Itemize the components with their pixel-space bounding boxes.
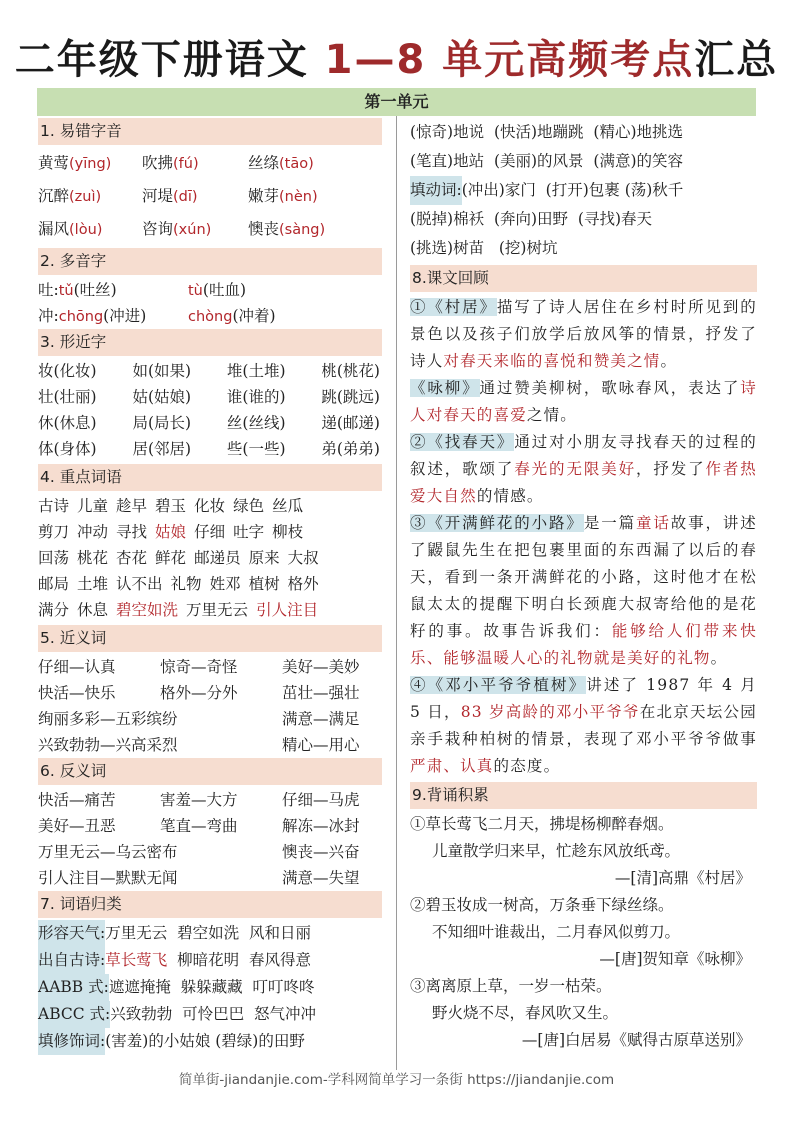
word-pair: 快活—痛苦 [38, 791, 116, 809]
pinyin: tù [188, 283, 203, 299]
poem-line: 儿童散学归来早，忙趁东风放纸鸢。 [432, 842, 681, 860]
key-words-list [38, 493, 382, 623]
text: 通过对小朋友寻找春天的过程的叙述，歌颂了 [410, 433, 757, 478]
word-pair-row [38, 680, 382, 706]
review-paragraph [410, 294, 757, 375]
word-pair-row [38, 732, 382, 758]
section-heading: 6. 反义词 [38, 758, 382, 785]
pinyin-item [38, 180, 142, 213]
poem-credit: —[清]高鼎《村居》 [614, 869, 751, 887]
word-pair: 美好—丑恶 [38, 817, 116, 835]
modifier-continued [410, 118, 757, 176]
pinyin: (tāo) [279, 156, 314, 172]
similar-char-item: 桃(桃花) [321, 362, 380, 380]
similar-char-item: 谁(谁的) [226, 388, 286, 406]
key-word: 化妆 [194, 497, 226, 515]
verb-words: (脱掉)棉袄 (奔向)田野 (寻找)春天 [410, 210, 652, 228]
word-pair [160, 706, 282, 732]
text: 故事，讲述了鼹鼠先生在把包裹里面的东西漏了以后的春天，看到一条开满鲜花的小路，这时他才在松鼠太太的提醒下明白长颈鹿大叔寄给他的是花籽的事。故事告诉我们： [410, 514, 757, 640]
pinyin-row [38, 180, 382, 213]
word: 吹拂 [142, 154, 174, 172]
pinyin: (xún) [173, 222, 212, 238]
key-word: 土堆 [77, 575, 109, 593]
verb-row [410, 176, 757, 205]
reading-a [38, 303, 188, 329]
key-word: 桃花 [77, 549, 109, 567]
highlight-word: 草长莺飞 [105, 951, 168, 969]
similar-char-item: 壮(壮丽) [38, 388, 97, 406]
word: 咨询 [142, 220, 174, 238]
key-words-row [38, 571, 382, 597]
key-word: 鲜花 [155, 549, 187, 567]
text: 讲述了 1987 年 4 月 5 日， [410, 676, 757, 721]
verb-words: (冲出)家门 (打开)包裹 (荡)秋千 [461, 181, 684, 199]
lesson-title: ②《找春天》 [410, 433, 515, 451]
polyphone-list [38, 277, 382, 329]
polyphone-row [38, 277, 382, 303]
key-word: 满分 [38, 601, 70, 619]
key-word: 绿色 [233, 497, 265, 515]
key-word: 引人注目 [256, 601, 319, 619]
right-column [410, 118, 757, 1054]
category-words: 柳暗花明 春风得意 [167, 951, 311, 969]
reading-b [188, 277, 246, 303]
key-word: 礼物 [170, 575, 202, 593]
section-heading: 8.课文回顾 [410, 265, 757, 292]
word-pair-row [38, 706, 382, 732]
similar-char-item: 体(身体) [38, 440, 97, 458]
word-pair [160, 732, 282, 758]
page-title: 二年级下册语文 1—8 单元高频考点汇总 [14, 37, 779, 83]
recitation-list [410, 811, 757, 1054]
key-word: 趁早 [116, 497, 148, 515]
pinyin: tǔ [58, 283, 74, 299]
category-row [38, 920, 382, 947]
word-pair: 格外—分外 [160, 684, 238, 702]
word-pair-row [38, 865, 382, 891]
key-word: 冲动 [77, 523, 109, 541]
text: 在北京天坛公园亲手栽种柏树的情景，表现了邓小平爷爷做事 [410, 703, 757, 748]
key-word: 碧空如洗 [116, 601, 179, 619]
word: (冲着) [232, 307, 276, 325]
pinyin-row [38, 213, 382, 246]
similar-char-row [38, 358, 382, 384]
key-word: 儿童 [77, 497, 109, 515]
similar-char-item: 姑(姑娘) [132, 388, 192, 406]
key-phrase: 能够给人们带来快乐、能够温暖人心的礼物就是美好的礼物 [410, 622, 757, 667]
key-words-row [38, 545, 382, 571]
word-pair: 精心—用心 [282, 736, 360, 754]
word: 黄莺 [38, 154, 70, 172]
review-paragraph [410, 429, 757, 510]
pinyin-item [248, 213, 378, 246]
char: 冲: [38, 307, 59, 325]
word-pair: 仔细—马虎 [282, 791, 360, 809]
key-word: 仔细 [194, 523, 226, 541]
similar-char-item: 弟(弟弟) [321, 440, 380, 458]
poem-line: ③离离原上草，一岁一枯荣。 [410, 977, 612, 995]
category-label: 填修饰词: [38, 1028, 105, 1055]
similar-char-row [38, 384, 382, 410]
section-heading: 1. 易错字音 [38, 118, 382, 145]
section-heading: 2. 多音字 [38, 248, 382, 275]
poem-line: 野火烧不尽，春风吹又生。 [432, 1004, 619, 1022]
text-review [410, 294, 757, 780]
poem-line: 不知细叶谁裁出，二月春风似剪刀。 [432, 923, 681, 941]
similar-char-row [38, 410, 382, 436]
similar-char-item: 休(休息) [38, 414, 97, 432]
word: 漏风 [38, 220, 70, 238]
word-pair: 兴致勃勃—兴高采烈 [38, 736, 178, 754]
word-pair: 害羞—大方 [160, 791, 238, 809]
key-words-row [38, 597, 382, 623]
pinyin: (sàng) [279, 222, 326, 238]
word-pair-row [38, 839, 382, 865]
verb-fill-list [410, 176, 757, 263]
word-pair: 满意—满足 [282, 710, 360, 728]
pinyin-list [38, 147, 382, 246]
key-word: 姑娘 [155, 523, 187, 541]
key-word: 认不出 [116, 575, 163, 593]
word: 河堤 [142, 187, 174, 205]
text: 之情。 [526, 406, 578, 424]
pinyin-item [248, 147, 378, 180]
word-pair: 满意—失望 [282, 869, 360, 887]
lesson-title: 《咏柳》 [410, 379, 480, 397]
key-word: 剪刀 [38, 523, 70, 541]
polyphone-row [38, 303, 382, 329]
key-word: 格外 [287, 575, 319, 593]
key-phrase: 作者热爱大自然 [410, 460, 757, 505]
modifier-row: (惊奇)地说 (快活)地蹦跳 (精心)地挑选 [410, 123, 683, 141]
word-pair: 美好—美妙 [282, 658, 360, 676]
left-column [38, 118, 382, 1055]
antonym-list [38, 787, 382, 891]
word-pair [160, 865, 282, 891]
word-pair-row [38, 654, 382, 680]
key-word: 柳枝 [272, 523, 304, 541]
pinyin: chòng [188, 309, 233, 325]
pinyin: chōng [58, 309, 104, 325]
category-row [38, 974, 382, 1001]
word-pair: 绚丽多彩—五彩缤纷 [38, 710, 178, 728]
similar-char-item: 些(一些) [226, 440, 286, 458]
key-word: 古诗 [38, 497, 70, 515]
word-pair: 解冻—冰封 [282, 817, 360, 835]
text: 。 [710, 649, 728, 667]
word-pair-row [38, 787, 382, 813]
key-word: 植树 [248, 575, 280, 593]
key-word: 休息 [77, 601, 109, 619]
pinyin-item [142, 213, 248, 246]
pinyin: (fú) [173, 156, 199, 172]
pinyin-row [38, 147, 382, 180]
category-words: 兴致勃勃 可怜巴巴 怒气冲冲 [110, 1005, 316, 1023]
key-phrase: 童话 [635, 514, 671, 532]
similar-char-item: 堆(土堆) [226, 362, 286, 380]
pinyin-item [38, 147, 142, 180]
word: 丝绦 [248, 154, 280, 172]
category-words: 遮遮掩掩 躲躲藏藏 叮叮咚咚 [108, 978, 315, 996]
category-words: 万里无云 碧空如洗 风和日丽 [105, 924, 311, 942]
text: 。 [660, 352, 678, 370]
key-word: 原来 [248, 549, 280, 567]
word: 懊丧 [248, 220, 280, 238]
word: (吐丝) [73, 281, 117, 299]
key-word: 邮递员 [194, 549, 241, 567]
text: 描写了诗人居住在乡村时所见到的景色以及孩子们放学后放风筝的情景，抒发了诗人 [410, 298, 757, 370]
similar-char-item: 递(邮递) [321, 414, 380, 432]
similar-char-item: 妆(化妆) [38, 362, 97, 380]
reading-a [38, 277, 188, 303]
word-pair [160, 839, 282, 865]
key-words-row [38, 493, 382, 519]
key-phrase: 诗人对春天的喜爱 [410, 379, 757, 424]
pinyin: (lòu) [69, 222, 103, 238]
word-pair: 仔细—认真 [38, 658, 116, 676]
pinyin-item [38, 213, 142, 246]
lesson-title: ③《开满鲜花的小路》 [410, 514, 584, 532]
verb-row [410, 205, 757, 234]
lesson-title: ①《村居》 [410, 298, 497, 316]
similar-char-item: 居(邻居) [132, 440, 192, 458]
word: (吐血) [202, 281, 246, 299]
poem-line: ①草长莺飞二月天，拂堤杨柳醉春烟。 [410, 815, 674, 833]
category-words: (害羞)的小姑娘 (碧绿)的田野 [105, 1032, 305, 1050]
similar-char-item: 跳(跳远) [321, 388, 380, 406]
lesson-title: ④《邓小平爷爷植树》 [410, 676, 587, 694]
word-pair: 引人注目—默默无闻 [38, 869, 178, 887]
key-word: 大叔 [287, 549, 319, 567]
similar-char-item: 如(如果) [132, 362, 192, 380]
similar-char-item: 丝(丝线) [226, 414, 286, 432]
category-row [38, 1001, 382, 1028]
modifier-row: (笔直)地站 (美丽)的风景 (满意)的笑容 [410, 152, 683, 170]
footer-watermark: 简单街-jiandanjie.com-学科网简单学习一条街 https://jiandanjie.com [178, 1072, 615, 1088]
word-pair: 茁壮—强壮 [282, 684, 360, 702]
key-word: 万里无云 [186, 601, 249, 619]
text: 的情感。 [476, 487, 544, 505]
category-label: ABCC 式: [38, 1001, 110, 1028]
section-heading: 3. 形近字 [38, 329, 382, 356]
pinyin-item [142, 147, 248, 180]
section-heading: 4. 重点词语 [38, 464, 382, 491]
pinyin: (dī) [173, 189, 198, 205]
word-pair-row [38, 813, 382, 839]
category-label: 形容天气: [38, 920, 105, 947]
pinyin: (yīng) [69, 156, 112, 172]
key-word: 邮局 [38, 575, 70, 593]
word: 嫩芽 [248, 187, 280, 205]
verb-label: 填动词: [410, 176, 462, 205]
key-word: 杏花 [116, 549, 148, 567]
key-word: 丝瓜 [272, 497, 304, 515]
verb-words: (挑选)树苗 (挖)树坑 [410, 239, 558, 257]
synonym-list [38, 654, 382, 758]
poem-credit: —[唐]白居易《赋得古原草送别》 [521, 1031, 751, 1049]
text: ，抒发了 [635, 460, 706, 478]
pinyin-item [248, 180, 378, 213]
word-pair: 惊奇—奇怪 [160, 658, 238, 676]
char: 吐: [38, 281, 59, 299]
poem-line: ②碧玉妆成一树高，万条垂下绿丝绦。 [410, 896, 674, 914]
unit-heading: 第一单元 [37, 88, 756, 116]
word-pair: 笔直—弯曲 [160, 817, 238, 835]
key-word: 回荡 [38, 549, 70, 567]
category-label: AABB 式: [38, 974, 109, 1001]
similar-char-row [38, 436, 382, 462]
column-divider [396, 116, 397, 1070]
section-heading: 5. 近义词 [38, 625, 382, 652]
key-word: 碧玉 [155, 497, 187, 515]
word: (冲进) [103, 307, 147, 325]
review-paragraph [410, 375, 757, 429]
poem-credit: —[唐]贺知章《咏柳》 [599, 950, 751, 968]
word-pair: 快活—快乐 [38, 684, 116, 702]
key-phrase: 83 岁高龄的邓小平爷爷 [460, 703, 640, 721]
category-row [38, 1028, 382, 1055]
key-word: 姓邓 [209, 575, 241, 593]
verb-row [410, 234, 757, 263]
review-paragraph [410, 510, 757, 672]
category-label: 出自古诗: [38, 947, 105, 974]
section-heading: 7. 词语归类 [38, 891, 382, 918]
word-pair: 万里无云—乌云密布 [38, 843, 178, 861]
key-word: 寻找 [116, 523, 148, 541]
word-category-list [38, 920, 382, 1055]
similar-char-item: 局(局长) [132, 414, 192, 432]
key-phrase: 严肃、认真 [410, 757, 494, 775]
text: 通过赞美柳树，歌咏春风，表达了 [479, 379, 741, 397]
similar-char-list [38, 358, 382, 462]
pinyin-item [142, 180, 248, 213]
key-phrase: 对春天来临的喜悦和赞美之情 [443, 352, 661, 370]
text: 是一篇 [583, 514, 636, 532]
key-words-row [38, 519, 382, 545]
key-word: 吐字 [233, 523, 265, 541]
pinyin: (nèn) [279, 189, 318, 205]
section-heading: 9.背诵积累 [410, 782, 757, 809]
word-pair: 懊丧—兴奋 [282, 843, 360, 861]
key-phrase: 春光的无限美好 [514, 460, 636, 478]
review-paragraph [410, 672, 757, 780]
pinyin: (zuì) [69, 189, 102, 205]
text: 的态度。 [493, 757, 561, 775]
reading-b [188, 303, 276, 329]
word: 沉醉 [38, 187, 70, 205]
category-row [38, 947, 382, 974]
